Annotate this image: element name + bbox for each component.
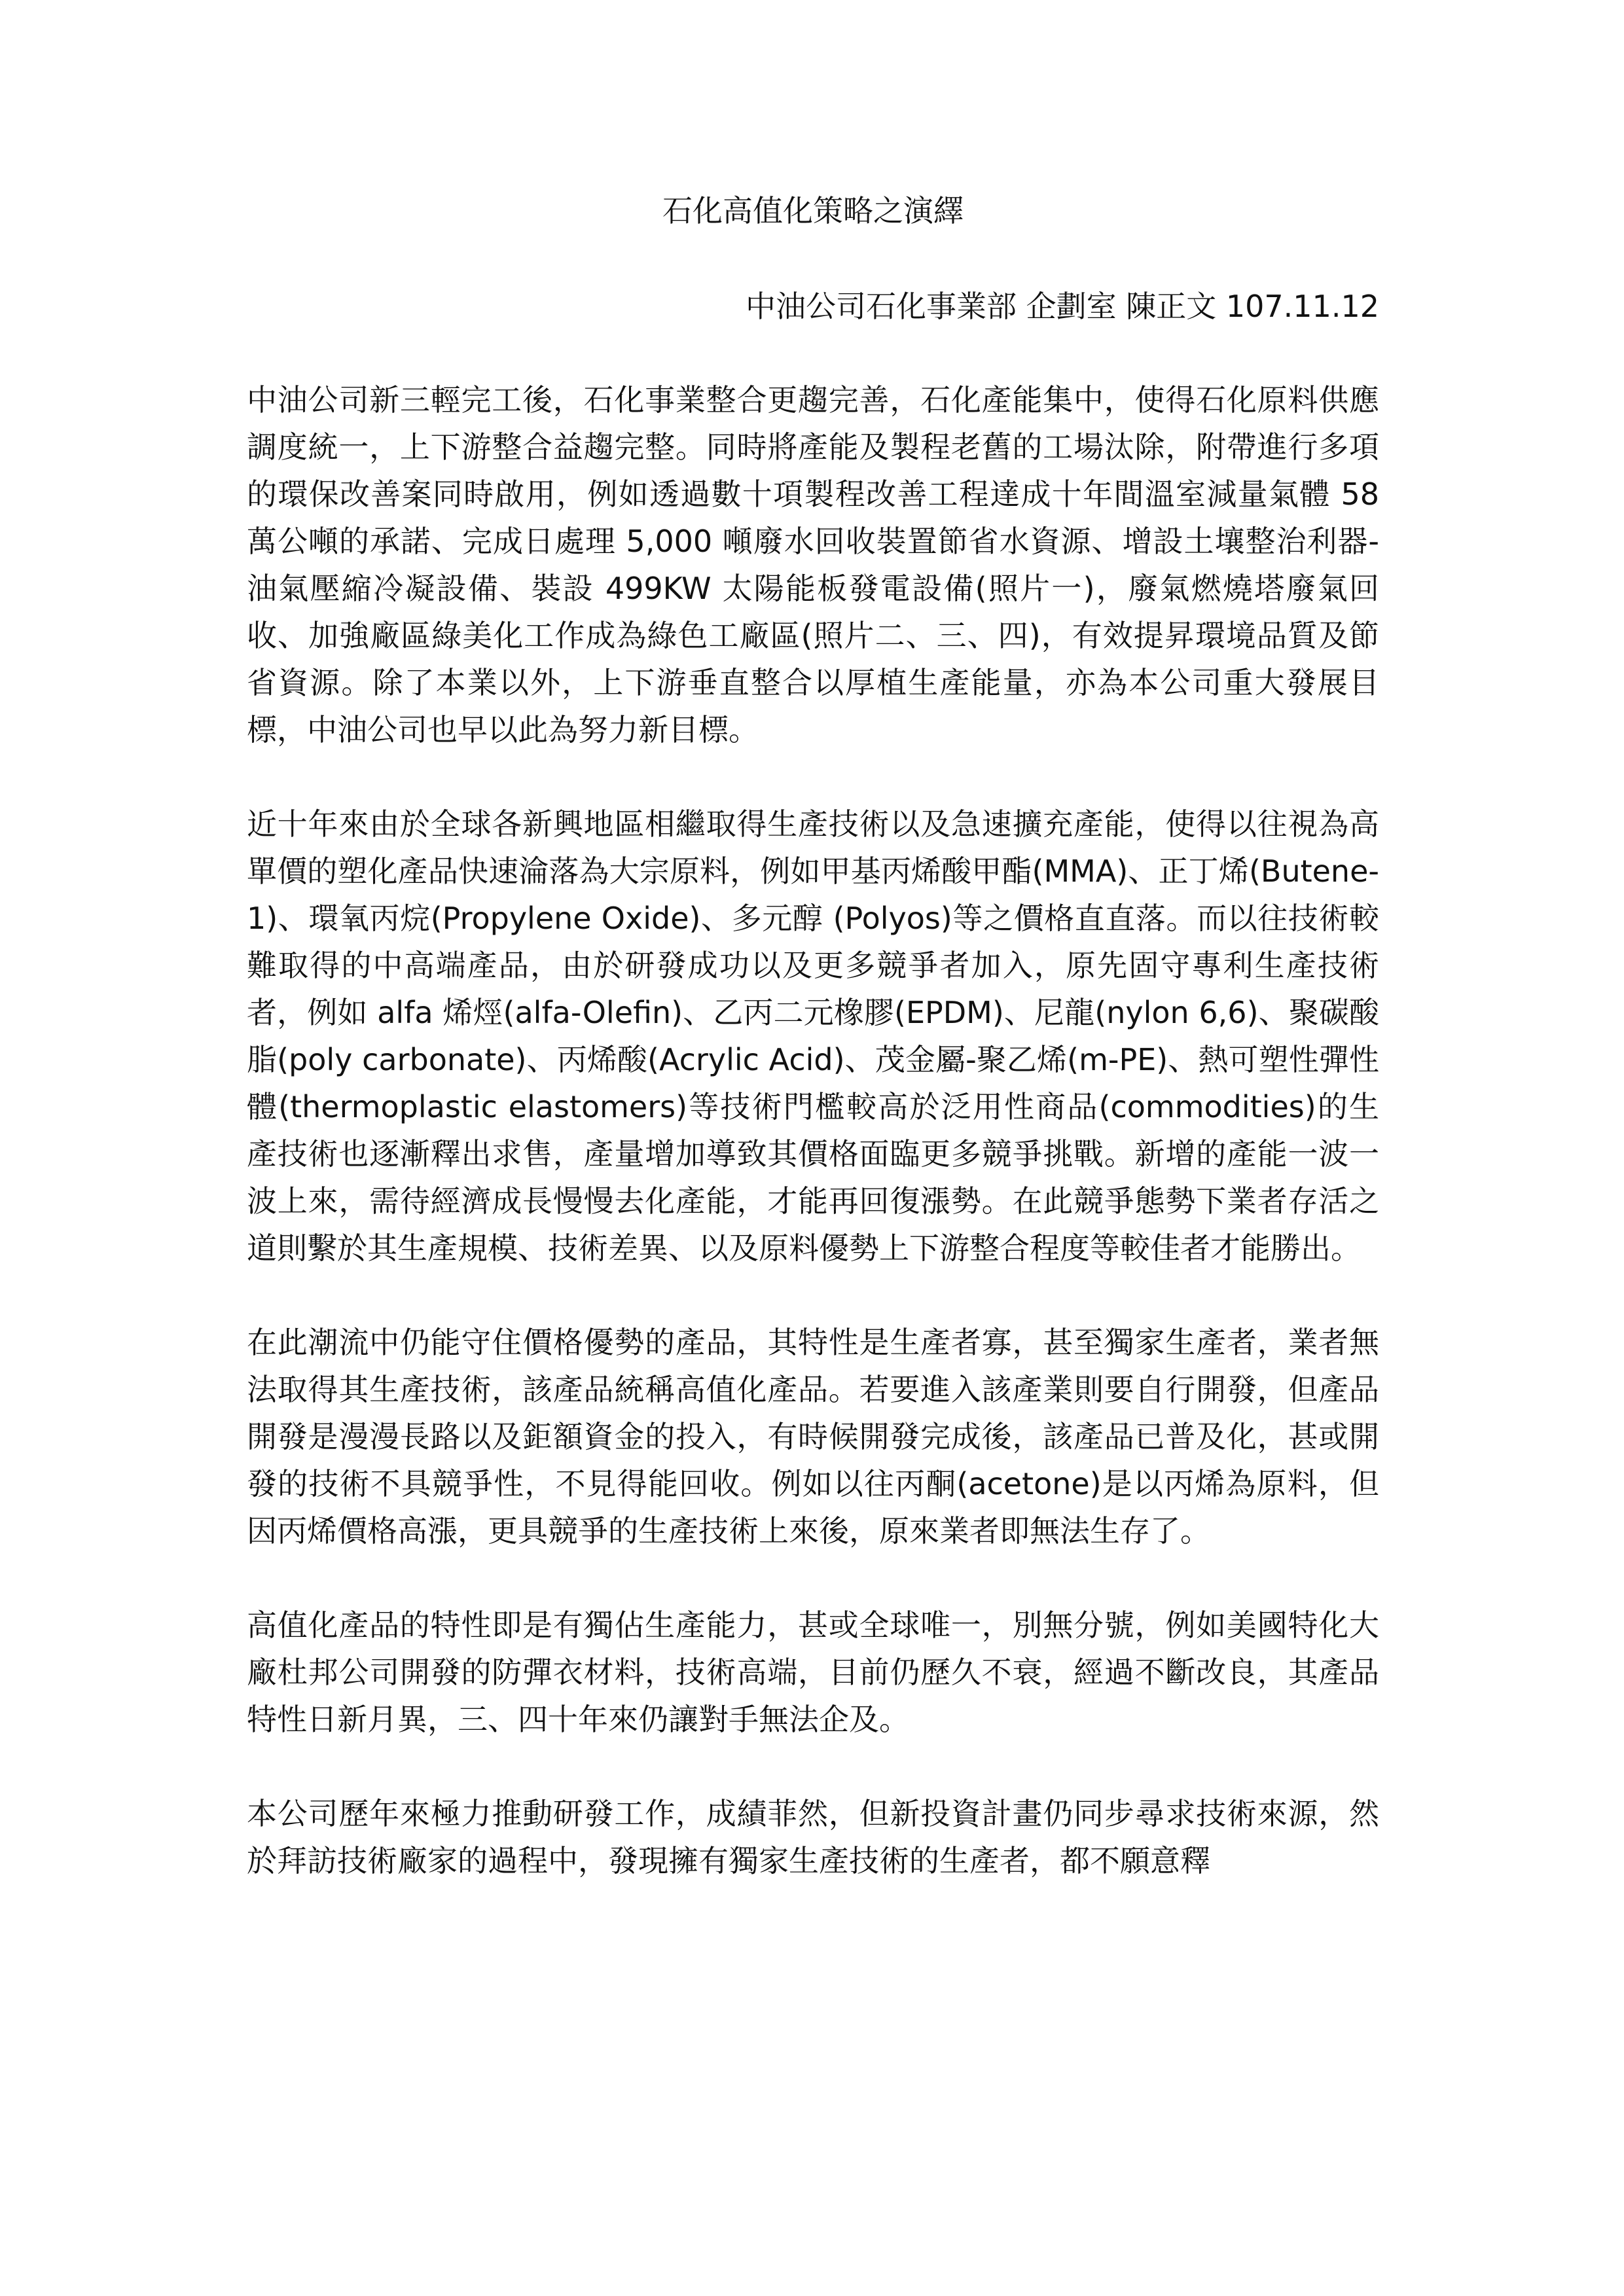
paragraph-4: 高值化產品的特性即是有獨佔生產能力，甚或全球唯一，別無分號，例如美國特化大廠杜邦公司開發的防彈衣材料，技術高端，目前仍歷久不衰，經過不斷改良，其產品特性日新月異，三、四十年來仍讓對手無法企及。: [247, 1607, 1379, 1737]
paragraph-5: 本公司歷年來極力推動研發工作，成績菲然，但新投資計畫仍同步尋求技術來源，然於拜訪技術廠家的過程中，發現擁有獨家生產技術的生產者，都不願意釋: [247, 1796, 1379, 1878]
document-body: [247, 187, 1379, 1884]
paragraph-2: 近十年來由於全球各新興地區相繼取得生產技術以及急速擴充產能，使得以往視為高單價的塑化產品快速淪落為大宗原料，例如甲基丙烯酸甲酯(MMA)、正丁烯(Butene-1)、環氧丙烷(Propylene Oxide)、多元醇 (Polyos)等之價格直直落。而以往技術較難取得的中高端產品，由於研發成功以及更多競爭者加入，原先固守專利生產技術者，例如 alfa 烯烴(alfa-Olefin)、乙丙二元橡膠(EPDM)、尼龍(nylon 6,6)、聚碳酸脂(poly carbonate)、丙烯酸(Acrylic Acid)、茂金屬-聚乙烯(m-PE)、熱可塑性彈性體(thermoplastic elastomers)等技術門檻較高於泛用性商品(commodities)的生產技術也逐漸釋出求售，產量增加導致其價格面臨更多競爭挑戰。新增的產能一波一波上來，需待經濟成長慢慢去化產能，才能再回復漲勢。在此競爭態勢下業者存活之道則繫於其生產規模、技術差異、以及原料優勢上下游整合程度等較佳者才能勝出。: [247, 806, 1379, 1266]
document-title: 石化高值化策略之演繹: [662, 193, 964, 228]
paragraph-3: 在此潮流中仍能守住價格優勢的產品，其特性是生產者寡，甚至獨家生產者，業者無法取得其生產技術，該產品統稱高值化產品。若要進入該產業則要自行開發，但產品開發是漫漫長路以及鉅額資金的投入，有時候開發完成後，該產品已普及化，甚或開發的技術不具競爭性，不見得能回收。例如以往丙酮(acetone)是以丙烯為原料，但因丙烯價格高漲，更具競爭的生產技術上來後，原來業者即無法生存了。: [247, 1325, 1379, 1549]
author-line: 中油公司石化事業部 企劃室 陳正文 107.11.12: [746, 289, 1379, 324]
paragraph-1: 中油公司新三輕完工後，石化事業整合更趨完善，石化產能集中，使得石化原料供應調度統一，上下游整合益趨完整。同時將產能及製程老舊的工場汰除，附帶進行多項的環保改善案同時啟用，例如透過數十項製程改善工程達成十年間溫室減量氣體 58 萬公噸的承諾、完成日處理 5,000 噸廢水回收裝置節省水資源、增設土壤整治利器-油氣壓縮冷凝設備、裝設 499KW 太陽能板發電設備(照片一)，廢氣燃燒塔廢氣回收、加強廠區綠美化工作成為綠色工廠區(照片二、三、四)，有效提昇環境品質及節省資源。除了本業以外，上下游垂直整合以厚植生產能量，亦為本公司重大發展目標，中油公司也早以此為努力新目標。: [247, 382, 1379, 747]
